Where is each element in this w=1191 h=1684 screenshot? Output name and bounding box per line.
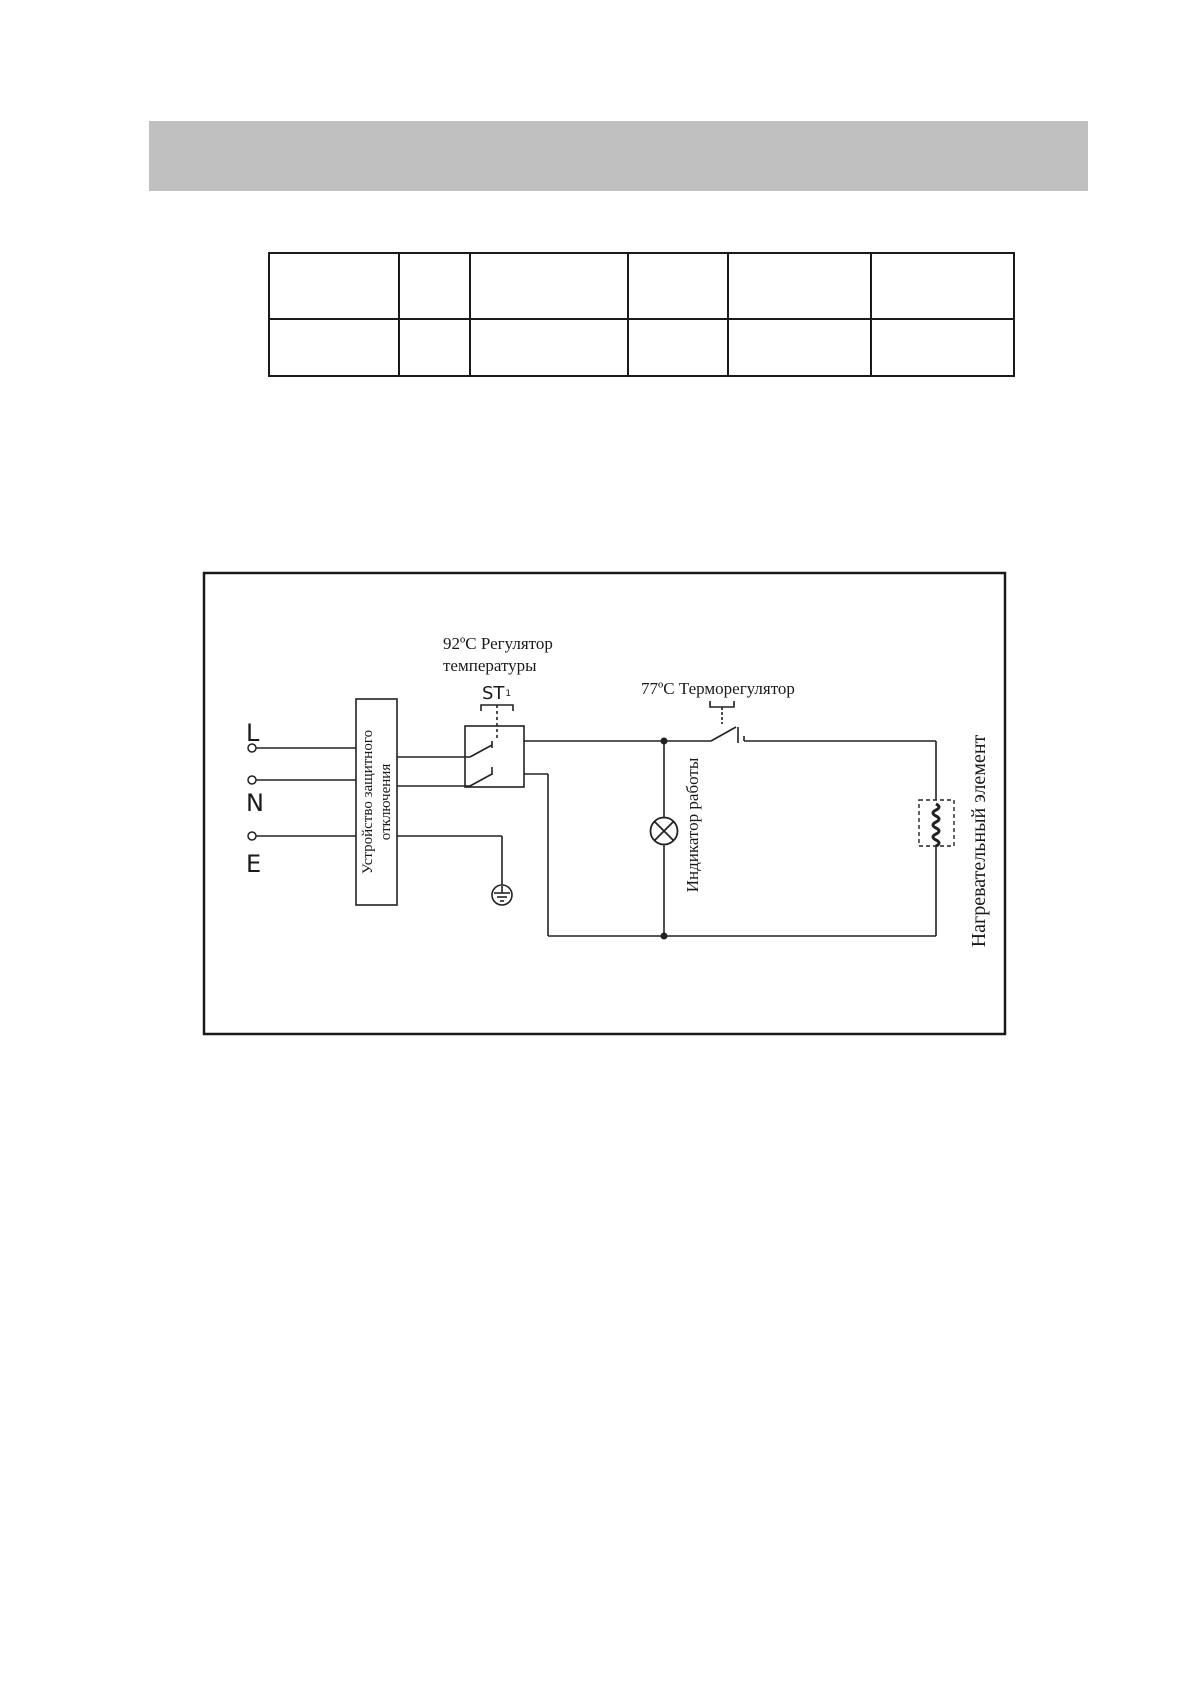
- terminal-e-dot: [248, 832, 256, 840]
- junction-top: [661, 738, 668, 745]
- thermostat-92-switch: [465, 705, 524, 787]
- ground-icon: [492, 885, 512, 905]
- thermostat-92-label-line2: температуры: [443, 656, 537, 675]
- indicator-lamp-icon: [651, 818, 678, 845]
- terminal-n-dot: [248, 776, 256, 784]
- terminal-e-label: E: [246, 850, 262, 878]
- thermostat-77-label: 77ºC Терморегулятор: [641, 679, 795, 698]
- thermostat-92-ref: ST1: [482, 683, 512, 704]
- terminal-n-label: N: [246, 789, 264, 817]
- rcd-label-line1: Устройство защитного: [360, 729, 376, 875]
- heater-coil-icon: [933, 804, 939, 846]
- terminal-l-label: L: [246, 719, 260, 747]
- thermostat-92-label-line1: 92ºC Регулятор: [443, 634, 553, 653]
- diagram-frame: [204, 573, 1005, 1034]
- indicator-label: Индикатор работы: [683, 757, 702, 893]
- rcd-label-line2: отключения: [378, 763, 394, 841]
- thermostat-77-switch: [710, 701, 744, 743]
- junction-bottom: [661, 933, 668, 940]
- heater-label: Нагревательный элемент: [968, 734, 990, 948]
